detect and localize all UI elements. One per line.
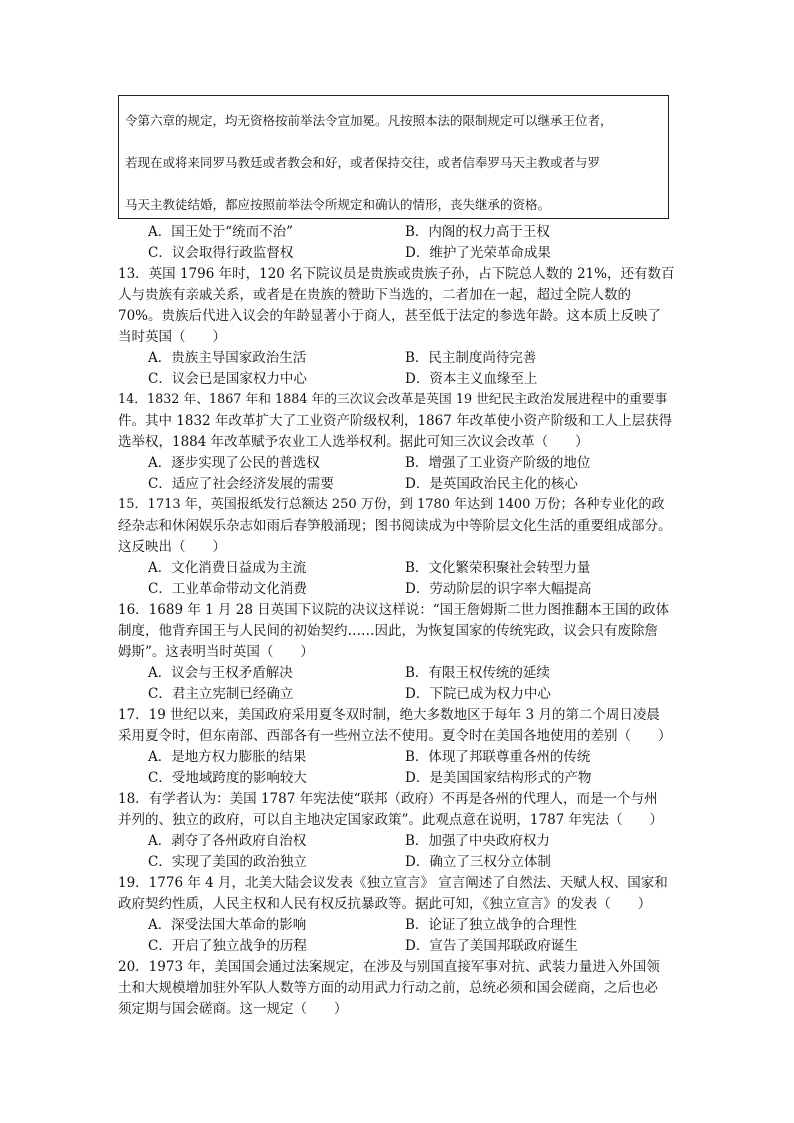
option-a[interactable]: A．文化消费日益成为主流: [148, 560, 307, 576]
question-stem: 人与贵族有亲戚关系，或者是在贵族的赞助下当选的，二者加在一起，超过全院人数的: [118, 287, 631, 303]
option-d[interactable]: D．下院已成为权力中心: [405, 686, 551, 702]
option-c[interactable]: C．适应了社会经济发展的需要: [148, 476, 334, 492]
option-c[interactable]: C．君主立宪制已经确立: [148, 686, 294, 702]
question-stem: 件。其中 1832 年改革扩大了工业资产阶级权利，1867 年改革使小资产阶级和工人上层获得: [118, 413, 673, 429]
option-b[interactable]: B．体现了邦联尊重各州的传统: [405, 749, 591, 765]
option-a[interactable]: A．议会与王权矛盾解决: [148, 665, 293, 681]
question-stem: 选举权，1884 年改革赋予农业工人选举权利。据此可知三次议会改革（ ）: [118, 434, 589, 450]
option-d[interactable]: D．维护了光荣革命成果: [405, 245, 551, 261]
question-stem: 当时英国（ ）: [118, 329, 226, 345]
question-stem: 姆斯”。这表明当时英国（ ）: [118, 644, 314, 660]
quote-line: 令第六章的规定，均无资格按前举法令宣加冕。凡按照本法的限制规定可以继承王位者，: [125, 113, 613, 128]
question-stem: 70%。贵族后代进入议会的年龄显著小于商人，甚至低于法定的参选年龄。这本质上反映了: [118, 308, 662, 324]
question-stem: 16．1689 年 1 月 28 日英国下议院的决议这样说：“国王詹姆斯二世力图推翻本王国的政体: [118, 602, 670, 618]
question-stem: 18．有学者认为：美国 1787 年宪法使“联邦（政府）不再是各州的代理人，而是一个与州: [118, 791, 658, 807]
question-stem: 这反映出（ ）: [118, 539, 226, 555]
question-stem: 15．1713 年，英国报纸发行总额达 250 万份，到 1780 年达到 1400 万份；各种专业化的政: [118, 497, 665, 512]
option-d[interactable]: D．是美国国家结构形式的产物: [405, 770, 592, 786]
option-a[interactable]: A．是地方权力膨胀的结果: [148, 749, 307, 765]
option-b[interactable]: B．民主制度尚待完善: [405, 350, 537, 366]
question-stem: 采用夏令时，但东南部、西部各有一些州立法不使用。夏令时在美国各地使用的差别（ ）: [118, 728, 672, 744]
option-a[interactable]: A．剥夺了各州政府自治权: [148, 833, 307, 849]
option-a[interactable]: A．贵族主导国家政治生活: [148, 350, 307, 366]
question-stem: 制度，他背弃国王与人民间的初始契约……因此，为恢复国家的传统宪政，议会只有废除詹: [118, 623, 658, 639]
option-c[interactable]: C．工业革命带动文化消费: [148, 581, 307, 597]
option-c[interactable]: C．实现了美国的政治独立: [148, 854, 307, 870]
option-b[interactable]: B．有限王权传统的延续: [405, 665, 550, 681]
question-stem: 20．1973 年，美国国会通过法案规定，在涉及与别国直接军事对抗、武装力量进入外国领: [118, 959, 660, 975]
option-d[interactable]: D．宣告了美国邦联政府诞生: [405, 938, 578, 954]
option-c[interactable]: C．议会已是国家权力中心: [148, 371, 307, 387]
question-stem: 19．1776 年 4 月，北美大陆会议发表《独立宣言》 宣言阐述了自然法、天赋人权、国家和: [118, 875, 668, 891]
question-stem: 经杂志和休闲娱乐杂志如雨后春笋般涌现；图书阅读成为中等阶层文化生活的重要组成部分。: [118, 518, 672, 534]
option-c[interactable]: C．开启了独立战争的历程: [148, 938, 307, 954]
question-stem: 土和大规模增加驻外军队人数等方面的动用武力行动之前，总统必须和国会磋商，之后也必: [118, 980, 658, 996]
option-a[interactable]: A．逐步实现了公民的普选权: [148, 455, 320, 471]
option-b[interactable]: B．论证了独立战争的合理性: [405, 917, 577, 933]
option-d[interactable]: D．资本主义血缘至上: [405, 371, 538, 387]
option-c[interactable]: C．受地域跨度的影响较大: [148, 770, 307, 786]
question-stem: 并列的、独立的政府，可以自主地决定国家政策”。此观点意在说明，1787 年宪法（ ）: [118, 812, 664, 828]
option-c[interactable]: C．议会取得行政监督权: [148, 245, 294, 261]
question-stem: 17．19 世纪以来，美国政府采用夏冬双时制，绝大多数地区于每年 3 月的第二个周日凌晨: [118, 707, 660, 723]
question-stem: 13．英国 1796 年时，120 名下院议员是贵族或贵族子孙，占下院总人数的 21%，还有数百: [118, 266, 675, 282]
option-b[interactable]: B．文化繁荣积聚社会转型力量: [405, 560, 591, 576]
quote-line: 若现在或将来同罗马教廷或者教会和好，或者保持交往，或者信奉罗马天主教或者与罗: [125, 155, 601, 170]
option-b[interactable]: B．加强了中央政府权力: [405, 833, 550, 849]
option-d[interactable]: D．劳动阶层的识字率大幅提高: [405, 581, 592, 597]
option-d[interactable]: D．是英国政治民主化的核心: [405, 476, 578, 492]
question-stem: 政府契约性质，人民主权和人民有权反抗暴政等。据此可知，《独立宣言》的发表（ ）: [118, 896, 652, 912]
question-stem: 须定期与国会磋商。这一规定（ ）: [118, 1001, 348, 1017]
question-stem: 14．1832 年、1867 年和 1884 年的三次议会改革是英国 19 世纪民主政治发展进程中的重要事: [118, 392, 668, 407]
quote-box: [118, 95, 669, 219]
option-b[interactable]: B．增强了工业资产阶级的地位: [405, 455, 591, 471]
option-a[interactable]: A．国王处于“统而不治”: [148, 224, 294, 240]
quote-line: 马天主教徒结婚，都应按照前举法令所规定和确认的情形，丧失继承的资格。: [125, 197, 551, 212]
option-a[interactable]: A．深受法国大革命的影响: [148, 917, 307, 933]
option-d[interactable]: D．确立了三权分立体制: [405, 854, 551, 870]
option-b[interactable]: B．内阁的权力高于王权: [405, 224, 550, 240]
